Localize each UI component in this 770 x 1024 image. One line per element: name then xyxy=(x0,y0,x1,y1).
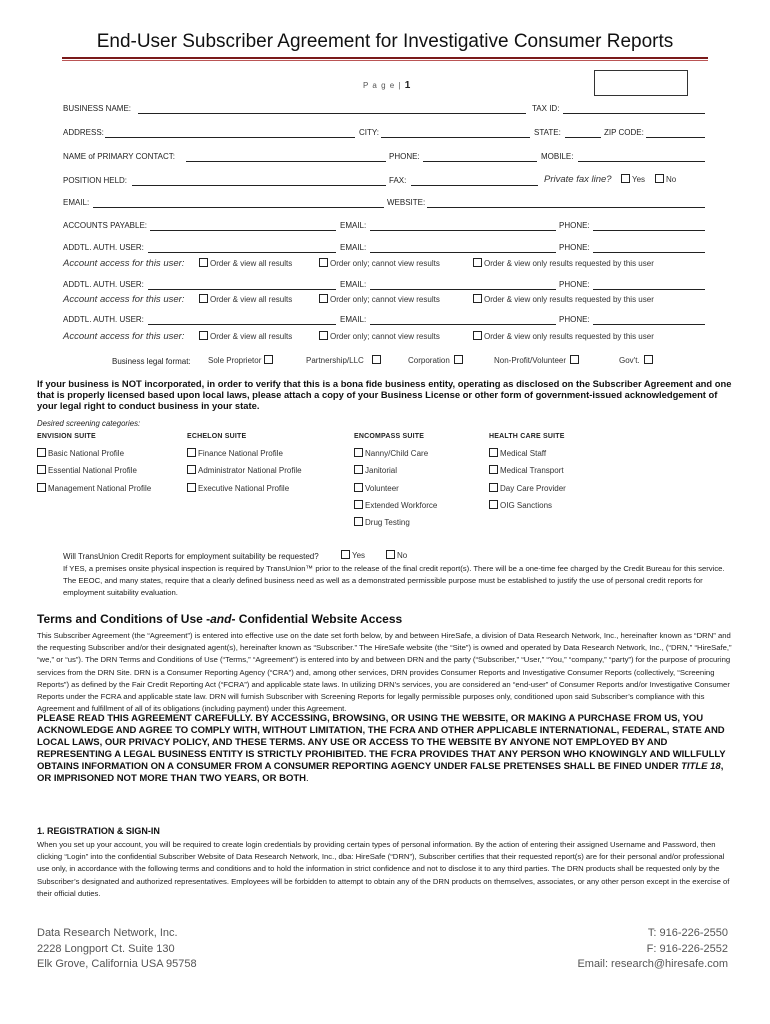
primary-contact-field[interactable] xyxy=(186,161,386,162)
ap-email-label: EMAIL: xyxy=(340,221,367,230)
ap-phone-label: PHONE: xyxy=(559,221,590,230)
addtl-user-1-field[interactable] xyxy=(148,252,336,253)
screen-basic-national[interactable]: Basic National Profile xyxy=(37,448,124,458)
user3-phone-field[interactable] xyxy=(593,324,705,325)
user1-email-field[interactable] xyxy=(370,252,556,253)
zip-field[interactable] xyxy=(646,137,705,138)
checkbox-icon[interactable] xyxy=(37,448,46,457)
checkbox-icon[interactable] xyxy=(489,465,498,474)
suite-encompass-heading: ENCOMPASS SUITE xyxy=(354,433,425,440)
footer-contact xyxy=(577,926,728,973)
transunion-paragraph: If YES, a premises onsite physical inspection is required by TransUnion™ prior to the release of the final credit report(s). There will be a one-time fee charged by the Credit Bureau for this service. The EEOC, and many states, require that a clearly defined business need as well as a demonstrated permissible purpose must be established to justify the use of personal credit reports for employment suitability evaluation. xyxy=(63,564,725,598)
tax-id-label: TAX ID: xyxy=(532,104,560,113)
checkbox-icon[interactable] xyxy=(187,483,196,492)
legal-partnership[interactable]: Partnership/LLC xyxy=(306,355,383,365)
checkbox-icon[interactable] xyxy=(354,500,363,509)
checkbox-icon[interactable] xyxy=(644,355,653,364)
checkbox-icon[interactable] xyxy=(319,258,328,267)
website-label: WEBSITE: xyxy=(387,198,426,207)
checkbox-icon[interactable] xyxy=(354,465,363,474)
screen-medical-transport[interactable]: Medical Transport xyxy=(489,465,564,475)
checkbox-icon[interactable] xyxy=(372,355,381,364)
checkbox-icon[interactable] xyxy=(473,331,482,340)
screen-finance-national[interactable]: Finance National Profile xyxy=(187,448,283,458)
footer-phone: T: 916-226-2550 xyxy=(647,927,728,939)
incorporation-notice: If your business is NOT incorporated, in order to verify that this is a bona fide business entity, operating as disclosed on the Subscriber Agreement and one that is properly licensed based upon local laws, please attach a copy of your Business License or other form of government-issued acknowledgement of your legal right to conduct business in your state. xyxy=(37,378,732,412)
checkbox-icon[interactable] xyxy=(199,331,208,340)
checkbox-icon[interactable] xyxy=(655,174,664,183)
transunion-question: Will TransUnion Credit Reports for employment suitability be requested? xyxy=(63,552,319,561)
screen-day-care[interactable]: Day Care Provider xyxy=(489,483,566,493)
checkbox-icon[interactable] xyxy=(199,258,208,267)
screen-volunteer[interactable]: Volunteer xyxy=(354,483,399,493)
user3-email-label: EMAIL: xyxy=(340,315,367,324)
addtl-user-3-field[interactable] xyxy=(148,324,336,325)
section-1-heading: 1. REGISTRATION & SIGN-IN xyxy=(37,826,160,836)
footer-address-line1: 2228 Longport Ct. Suite 130 xyxy=(37,942,175,955)
mobile-label: MOBILE: xyxy=(541,152,574,161)
user3-phone-label: PHONE: xyxy=(559,315,590,324)
legal-gov[interactable]: Gov't. xyxy=(619,355,655,365)
user1-access-order[interactable]: Order only; cannot view results xyxy=(319,258,440,268)
user2-email-label: EMAIL: xyxy=(340,280,367,289)
page-title: End-User Subscriber Agreement for Investigative Consumer Reports xyxy=(96,31,674,52)
address-field[interactable] xyxy=(105,137,355,138)
checkbox-icon[interactable] xyxy=(187,448,196,457)
ap-email-field[interactable] xyxy=(370,230,556,231)
screen-janitorial[interactable]: Janitorial xyxy=(354,465,397,475)
position-label: POSITION HELD: xyxy=(63,176,128,185)
page-label: P a g e | xyxy=(363,81,402,90)
transunion-no[interactable]: No xyxy=(386,550,407,560)
state-label: STATE: xyxy=(534,128,561,137)
email-label: EMAIL: xyxy=(63,198,90,207)
warning-paragraph: PLEASE READ THIS AGREEMENT CAREFULLY. BY ACCESSING, BROWSING, OR USING THE WEBSITE, OR MAKING A PURCHASE FROM US, YOU ACKNOWLEDGE AND AGREE TO COMPLY WITH, WITHOUT LIMITATION, THE FCRA AND OTHER APPLICABLE INTERNATIONAL, FEDERAL, STATE AND LOCAL LAWS, OUR PRIVACY POLICY, AND THESE TERMS. ANY USE OR ACCESS TO THE WEBSITE BY ANYONE NOT EMPLOYED BY AND REPRESENTING A LEGAL BUSINESS ENTITY IS STRICTLY PROHIBITED. THE FCRA PROVIDES THAT ANY PERSON WHO KNOWINGLY AND WILLFULLY OBTAINS INFORMATION ON A CONSUMER FROM A CONSUMER REPORTING AGENCY UNDER FALSE PRETENSES SHALL BE FINED UNDER TITLE 18, OR IMPRISONED NOT MORE THAN TWO YEARS, OR BOTH. xyxy=(37,713,726,784)
checkbox-icon[interactable] xyxy=(341,550,350,559)
user1-phone-label: PHONE: xyxy=(559,243,590,252)
user3-access-own[interactable]: Order & view only results requested by this user xyxy=(473,331,654,341)
city-field[interactable] xyxy=(381,137,530,138)
user2-email-field[interactable] xyxy=(370,289,556,290)
checkbox-icon[interactable] xyxy=(489,448,498,457)
terms-heading: Terms and Conditions of Use -and- Confidential Website Access xyxy=(37,612,403,626)
fax-field[interactable] xyxy=(411,185,538,186)
private-fax-yes[interactable]: Yes xyxy=(621,174,645,184)
screen-administrator-national[interactable]: Administrator National Profile xyxy=(187,465,302,475)
suite-healthcare-heading: HEALTH CARE SUITE xyxy=(489,433,565,440)
title-rule xyxy=(62,57,708,59)
accounts-payable-label: ACCOUNTS PAYABLE: xyxy=(63,221,148,230)
footer-company: Data Research Network, Inc. xyxy=(37,927,178,939)
footer-fax: F: 916-226-2552 xyxy=(646,942,728,955)
page-number-value: 1 xyxy=(404,80,412,91)
user2-access-own[interactable]: Order & view only results requested by this user xyxy=(473,294,654,304)
phone-label: PHONE: xyxy=(389,152,420,161)
checkbox-icon[interactable] xyxy=(454,355,463,364)
footer-email[interactable]: Email: research@hiresafe.com xyxy=(577,958,728,970)
user3-access-order[interactable]: Order only; cannot view results xyxy=(319,331,440,341)
legal-format-label: Business legal format: xyxy=(112,357,191,366)
account-access-label: Account access for this user: xyxy=(63,331,185,342)
business-name-label: BUSINESS NAME: xyxy=(63,104,132,113)
screen-nanny[interactable]: Nanny/Child Care xyxy=(354,448,428,458)
user1-email-label: EMAIL: xyxy=(340,243,367,252)
footer-address xyxy=(37,926,197,973)
screen-oig-sanctions[interactable]: OIG Sanctions xyxy=(489,500,552,510)
user2-access-full[interactable]: Order & view all results xyxy=(199,294,292,304)
checkbox-icon[interactable] xyxy=(489,500,498,509)
account-access-label: Account access for this user: xyxy=(63,258,185,269)
checkbox-icon[interactable] xyxy=(319,331,328,340)
checkbox-icon[interactable] xyxy=(37,483,46,492)
phone-field[interactable] xyxy=(423,161,537,162)
address-label: ADDRESS: xyxy=(63,128,104,137)
state-field[interactable] xyxy=(565,137,601,138)
account-access-label: Account access for this user: xyxy=(63,294,185,305)
private-fax-label: Private fax line? xyxy=(544,174,612,185)
email-field[interactable] xyxy=(93,207,384,208)
primary-contact-label: NAME of PRIMARY CONTACT: xyxy=(63,152,176,161)
screen-drug-testing[interactable]: Drug Testing xyxy=(354,517,410,527)
checkbox-icon[interactable] xyxy=(473,258,482,267)
addtl-user-1-label: ADDTL. AUTH. USER: xyxy=(63,243,144,252)
page-number xyxy=(363,80,411,91)
screen-medical-staff[interactable]: Medical Staff xyxy=(489,448,546,458)
checkbox-icon[interactable] xyxy=(37,465,46,474)
user1-access-own[interactable]: Order & view only results requested by this user xyxy=(473,258,654,268)
user2-phone-field[interactable] xyxy=(593,289,705,290)
zip-label: ZIP CODE: xyxy=(604,128,644,137)
private-fax-no[interactable]: No xyxy=(655,174,676,184)
fax-label: FAX: xyxy=(389,176,407,185)
checkbox-icon[interactable] xyxy=(570,355,579,364)
legal-corporation[interactable]: Corporation xyxy=(408,355,465,365)
user2-phone-label: PHONE: xyxy=(559,280,590,289)
screen-extended-workforce[interactable]: Extended Workforce xyxy=(354,500,437,510)
user1-access-full[interactable]: Order & view all results xyxy=(199,258,292,268)
suite-envision-heading: ENVISION SUITE xyxy=(37,433,96,440)
addtl-user-3-label: ADDTL. AUTH. USER: xyxy=(63,315,144,324)
accounts-payable-field[interactable] xyxy=(150,230,336,231)
screen-executive-national[interactable]: Executive National Profile xyxy=(187,483,289,493)
business-name-field[interactable] xyxy=(138,113,526,114)
screen-essential-national[interactable]: Essential National Profile xyxy=(37,465,137,475)
section-1-paragraph: When you set up your account, you will be required to create login credentials by providing certain types of personal information. By the action of entering their assigned Username and Password, then clicking “Login” into the confidential Subscriber Website of Data Research Network, Inc., dba: HireSafe (“DRN”), Subscriber certifies that their requested report(s) are for their personal and/or professional use only, in accordance with the following terms and conditions and to hold the information in strict confidence and not to disclose it to any third parties. The DRN products shall be requested only by the Subscriber’s designated and authorized representatives. Employees will be forbidden to attempt to obtain any of the DRN products on themselves, associates, or any other person except in the exercise of their official duties. xyxy=(37,840,730,898)
checkbox-icon[interactable] xyxy=(199,294,208,303)
footer-address-line2: Elk Grove, California USA 95758 xyxy=(37,958,197,970)
addtl-user-2-label: ADDTL. AUTH. USER: xyxy=(63,280,144,289)
tax-id-field[interactable] xyxy=(563,113,705,114)
checkbox-icon[interactable] xyxy=(386,550,395,559)
checkbox-icon[interactable] xyxy=(187,465,196,474)
checkbox-icon[interactable] xyxy=(489,483,498,492)
transunion-yes[interactable]: Yes xyxy=(341,550,365,560)
legal-nonprofit[interactable]: Non-Profit/Volunteer xyxy=(494,355,581,365)
checkbox-icon[interactable] xyxy=(319,294,328,303)
checkbox-icon[interactable] xyxy=(354,517,363,526)
legal-sole[interactable]: Sole Proprietor xyxy=(208,355,275,365)
checkbox-icon[interactable] xyxy=(473,294,482,303)
checkbox-icon[interactable] xyxy=(621,174,630,183)
screen-management-national[interactable]: Management National Profile xyxy=(37,483,151,493)
city-label: CITY: xyxy=(359,128,380,137)
user3-access-full[interactable]: Order & view all results xyxy=(199,331,292,341)
checkbox-icon[interactable] xyxy=(354,448,363,457)
ap-phone-field[interactable] xyxy=(593,230,705,231)
suite-echelon-heading: ECHELON SUITE xyxy=(187,433,247,440)
addtl-user-2-field[interactable] xyxy=(148,289,336,290)
office-use-box[interactable] xyxy=(594,70,688,96)
checkbox-icon[interactable] xyxy=(264,355,273,364)
website-field[interactable] xyxy=(427,207,705,208)
user1-phone-field[interactable] xyxy=(593,252,705,253)
mobile-field[interactable] xyxy=(578,161,705,162)
checkbox-icon[interactable] xyxy=(354,483,363,492)
position-field[interactable] xyxy=(132,185,386,186)
user2-access-order[interactable]: Order only; cannot view results xyxy=(319,294,440,304)
terms-paragraph: This Subscriber Agreement (the “Agreement”) is entered into effective use on the date set forth below, by and between HireSafe, a division of Data Research Network, Inc., hereinafter known as “DRN” and the requesting Subscriber and/or their designated agent(s), hereinafter known as “Subscriber.” The HireSafe website (the “Site”) is owned and operated by Data Research Network, Inc., (“DRN,” “HireSafe,” “we,” or “us”). The DRN Terms and Conditions of Use (“Terms,” “Agreement”) is entered into by and between DRN and the party (“Subscriber,” “User,” “You,” “company,” “party”) for the purpose of procuring services from the DRN Site. DRN is a Consumer Reporting Agency (“CRA”) and, among other services, DRN provides Consumer Reports and Investigative Consumer Reports (collectively, “Screening Reports”) as defined by the Fair Credit Reporting Act (“FCRA”) and applicable state laws. In utilizing DRN’s services, you are considered an “end-user” of Consumer Reports and/or Investigative Consumer Reports under the FCRA and applicable state law. DRN will furnish Subscriber with Screening Reports for legally permissible purposes only, conditioned upon said Subscriber’s compliance with this Agreement and fulfillment of all of its obligations (including payment) under this Agreement. xyxy=(37,631,732,714)
title-rule-thin xyxy=(62,60,708,61)
screening-intro: Desired screening categories: xyxy=(37,419,141,428)
user3-email-field[interactable] xyxy=(370,324,556,325)
